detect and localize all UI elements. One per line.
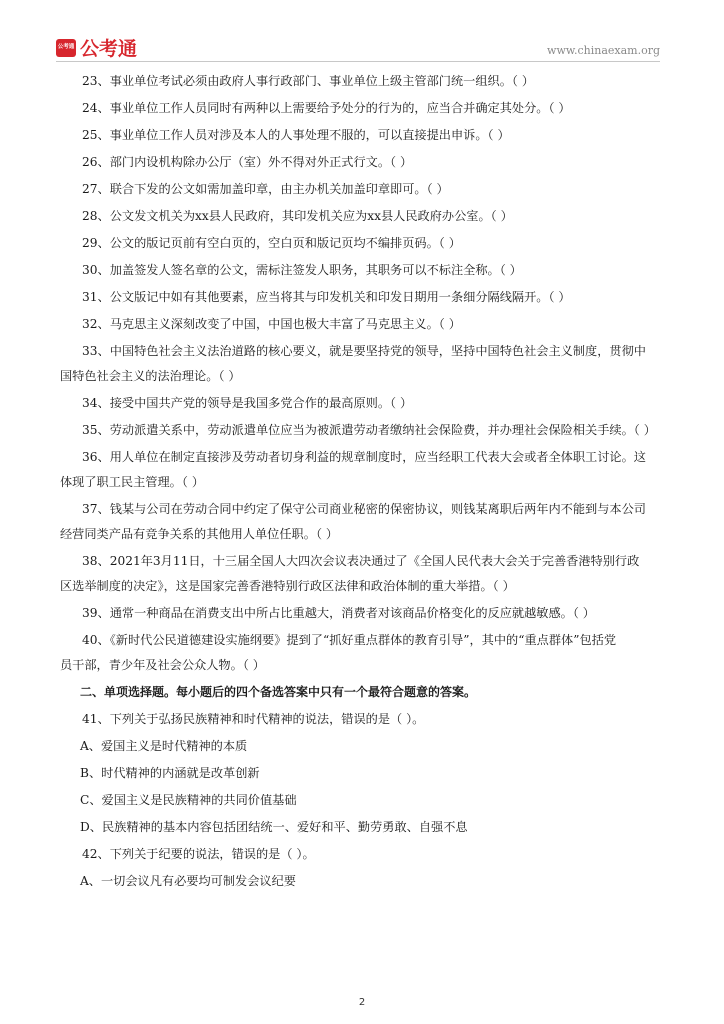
- question-36: [60, 447, 672, 493]
- question-38-line1: 38、2021年3月11日，十三届全国人大四次会议表决通过了《全国人民代表大会关于完善香港特别行政: [82, 554, 640, 568]
- question-38-line2: 区选举制度的决定》，这是国家完善香港特别行政区法律和政治体制的重大举措。（ ）: [60, 579, 515, 593]
- question-28: 28、公文发文机关为xx县人民政府，其印发机关应为xx县人民政府办公室。（ ）: [82, 209, 513, 223]
- question-41-stem: 41、下列关于弘扬民族精神和时代精神的说法，错误的是（ ）。: [82, 712, 425, 726]
- page-number: 2: [358, 997, 366, 1008]
- document-body: [60, 71, 672, 898]
- brand-logo[interactable]: [56, 34, 137, 61]
- question-35: 35、劳动派遣关系中，劳动派遣单位应当为被派遣劳动者缴纳社会保险费，并办理社会保险相关手续。（ ）: [82, 423, 656, 437]
- question-33-line2: 国特色社会主义的法治理论。（ ）: [60, 369, 241, 383]
- section-heading-single-choice: 二、单项选择题。每小题后的四个备选答案中只有一个最符合题意的答案。: [80, 685, 477, 699]
- question-31: 31、公文版记中如有其他要素，应当将其与印发机关和印发日期用一条细分隔线隔开。（ ）: [82, 290, 571, 304]
- question-26: 26、部门内设机构除办公厅（室）外不得对外正式行文。（ ）: [82, 155, 413, 169]
- question-41-option-c: C、爱国主义是民族精神的共同价值基础: [80, 793, 297, 807]
- question-24: 24、事业单位工作人员同时有两种以上需要给予处分的行为的，应当合并确定其处分。（ ）: [82, 101, 571, 115]
- logo-badge-icon: 公考通: [56, 39, 76, 57]
- site-url-link[interactable]: www.chinaexam.org: [547, 44, 660, 57]
- question-27: 27、联合下发的公文如需加盖印章，由主办机关加盖印章即可。（ ）: [82, 182, 449, 196]
- page-header: [0, 0, 724, 64]
- question-36-line1: 36、用人单位在制定直接涉及劳动者切身利益的规章制度时，应当经职工代表大会或者全体职工讨论。这: [82, 450, 646, 464]
- question-34: 34、接受中国共产党的领导是我国多党合作的最高原则。（ ）: [82, 396, 413, 410]
- question-25: 25、事业单位工作人员对涉及本人的人事处理不服的，可以直接提出申诉。（ ）: [82, 128, 510, 142]
- header-divider: [56, 61, 660, 62]
- question-41-option-a: A、爱国主义是时代精神的本质: [80, 739, 248, 753]
- question-37-line1: 37、钱某与公司在劳动合同中约定了保守公司商业秘密的保密协议，则钱某离职后两年内不能到与本公司: [82, 502, 646, 516]
- question-41-option-b: B、时代精神的内涵就是改革创新: [80, 766, 260, 780]
- question-32: 32、马克思主义深刻改变了中国，中国也极大丰富了马克思主义。（ ）: [82, 317, 461, 331]
- question-42-option-a: A、一切会议凡有必要均可制发会议纪要: [80, 874, 296, 888]
- question-38: [60, 551, 672, 597]
- question-33-line1: 33、中国特色社会主义法治道路的核心要义，就是要坚持党的领导，坚持中国特色社会主义制度，贯彻中: [82, 344, 646, 358]
- question-30: 30、加盖签发人签名章的公文，需标注签发人职务，其职务可以不标注全称。（ ）: [82, 263, 522, 277]
- logo-text: 公考通: [80, 38, 138, 60]
- question-29: 29、公文的版记页前有空白页的，空白页和版记页均不编排页码。（ ）: [82, 236, 461, 250]
- question-42-stem: 42、下列关于纪要的说法，错误的是（ ）。: [82, 847, 315, 861]
- question-36-line2: 体现了职工民主管理。（ ）: [60, 475, 205, 489]
- question-40-line1: 40、《新时代公民道德建设实施纲要》提到了“抓好重点群体的教育引导”，其中的“重点群体”包括党: [82, 633, 617, 647]
- question-37: [60, 499, 672, 545]
- question-41-option-d: D、民族精神的基本内容包括团结统一、爱好和平、勤劳勇敢、自强不息: [80, 820, 468, 834]
- question-37-line2: 经营同类产品有竞争关系的其他用人单位任职。（ ）: [60, 527, 339, 541]
- question-40-line2: 员干部，青少年及社会公众人物。（ ）: [60, 658, 265, 672]
- question-40: [60, 630, 672, 676]
- question-23: 23、事业单位考试必须由政府人事行政部门、事业单位上级主管部门统一组织。（ ）: [82, 74, 535, 88]
- question-33: [60, 341, 672, 387]
- question-39: 39、通常一种商品在消费支出中所占比重越大，消费者对该商品价格变化的反应就越敏感。（ ）: [82, 606, 595, 620]
